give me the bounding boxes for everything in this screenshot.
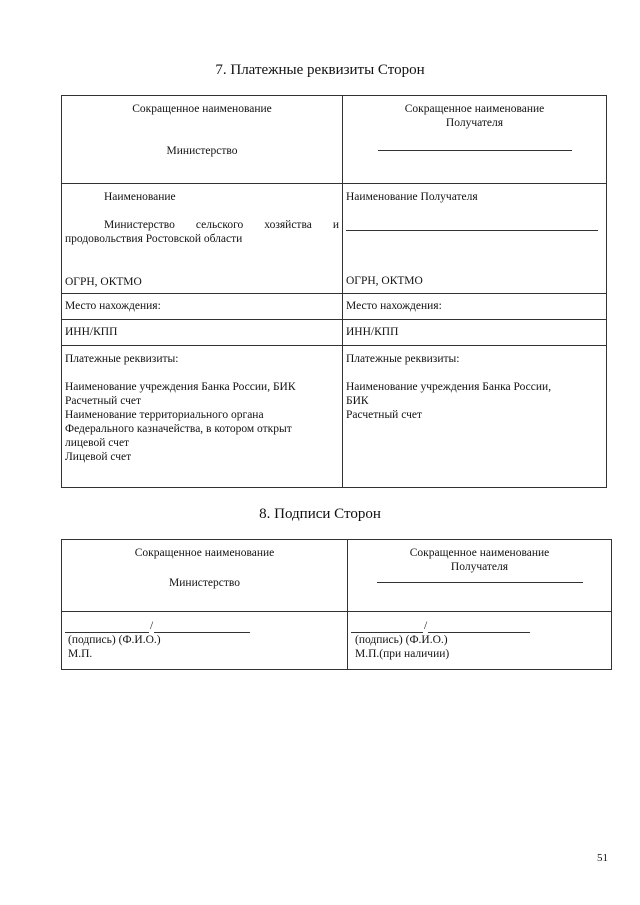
right-payment-title: Платежные реквизиты:	[346, 353, 460, 365]
cell-right-signature	[348, 612, 612, 670]
left-location-label: Место нахождения:	[62, 294, 343, 320]
section-8-title: 8. Подписи Сторон	[259, 506, 381, 522]
cell-left-payment	[62, 346, 343, 488]
right-signature-line[interactable]	[351, 619, 608, 633]
right-stamp-label: М.П.(при наличии)	[355, 648, 450, 660]
cell-right-short-name	[343, 96, 607, 184]
right-name-blank[interactable]	[346, 230, 598, 231]
cell-right-payment	[343, 346, 607, 488]
cell-sig-right-short-name	[348, 540, 612, 612]
left-name-value-1: Министерство сельского хозяйства и	[104, 219, 339, 231]
left-payment-line: Лицевой счет	[65, 451, 132, 463]
right-signature-blank[interactable]	[351, 622, 423, 633]
right-short-name-blank[interactable]	[378, 150, 572, 151]
left-short-name-value: Министерство	[166, 145, 238, 157]
right-signature-slash: /	[424, 620, 428, 632]
left-signature-caption: (подпись) (Ф.И.О.)	[68, 634, 161, 646]
left-payment-lines	[65, 380, 339, 464]
left-name-label: Наименование	[104, 191, 176, 203]
table-row	[62, 540, 612, 612]
right-short-name-title-2: Получателя	[445, 117, 504, 129]
right-location-label: Место нахождения:	[343, 294, 607, 320]
table-row	[62, 346, 607, 488]
right-short-name-title-1: Сокращенное наименование	[404, 103, 545, 115]
left-signature-slash: /	[150, 620, 154, 632]
right-payment-line: БИК	[346, 395, 369, 407]
signatures-table	[61, 539, 612, 670]
sig-right-short-name-title-1: Сокращенное наименование	[409, 547, 550, 559]
left-signature-blank[interactable]	[65, 622, 149, 633]
table-row	[62, 184, 607, 294]
left-stamp-label: М.П.	[68, 648, 93, 660]
left-payment-title: Платежные реквизиты:	[65, 353, 179, 365]
left-payment-line: лицевой счет	[65, 437, 130, 449]
left-payment-line: Федерального казначейства, в котором открыт	[65, 423, 292, 435]
page-number: 51	[597, 852, 608, 864]
right-payment-lines	[346, 380, 603, 422]
cell-right-name	[343, 184, 607, 294]
sig-right-short-name-blank[interactable]	[377, 582, 583, 583]
left-ogrn-label: ОГРН, ОКТМО	[65, 276, 142, 288]
left-short-name-title: Сокращенное наименование	[132, 103, 272, 115]
right-fio-blank[interactable]	[428, 622, 530, 633]
left-payment-line: Расчетный счет	[65, 395, 141, 407]
right-signature-caption: (подпись) (Ф.И.О.)	[355, 634, 448, 646]
right-payment-line: Расчетный счет	[346, 409, 422, 421]
right-inn-label: ИНН/КПП	[343, 320, 607, 346]
left-payment-line: Наименование учреждения Банка России, БИК	[65, 381, 296, 393]
left-signature-line[interactable]	[65, 619, 344, 633]
left-payment-line: Наименование территориального органа	[65, 409, 264, 421]
payment-details-table	[61, 95, 607, 488]
right-payment-line: Наименование учреждения Банка России,	[346, 381, 552, 393]
cell-left-name	[62, 184, 343, 294]
sig-left-short-name-value: Министерство	[169, 577, 240, 589]
left-fio-blank[interactable]	[154, 622, 250, 633]
cell-left-short-name	[62, 96, 343, 184]
table-row	[62, 320, 607, 346]
left-inn-label: ИНН/КПП	[62, 320, 343, 346]
cell-sig-left-short-name	[62, 540, 348, 612]
sig-right-short-name-title-2: Получателя	[450, 561, 509, 573]
table-row	[62, 612, 612, 670]
table-row	[62, 96, 607, 184]
sig-left-short-name-title: Сокращенное наименование	[134, 547, 275, 559]
left-name-value-2: продовольствия Ростовской области	[65, 233, 243, 245]
cell-left-signature	[62, 612, 348, 670]
right-ogrn-label: ОГРН, ОКТМО	[346, 275, 423, 287]
right-name-label: Наименование Получателя	[346, 191, 478, 203]
table-row	[62, 294, 607, 320]
section-7-title: 7. Платежные реквизиты Сторон	[215, 62, 425, 78]
